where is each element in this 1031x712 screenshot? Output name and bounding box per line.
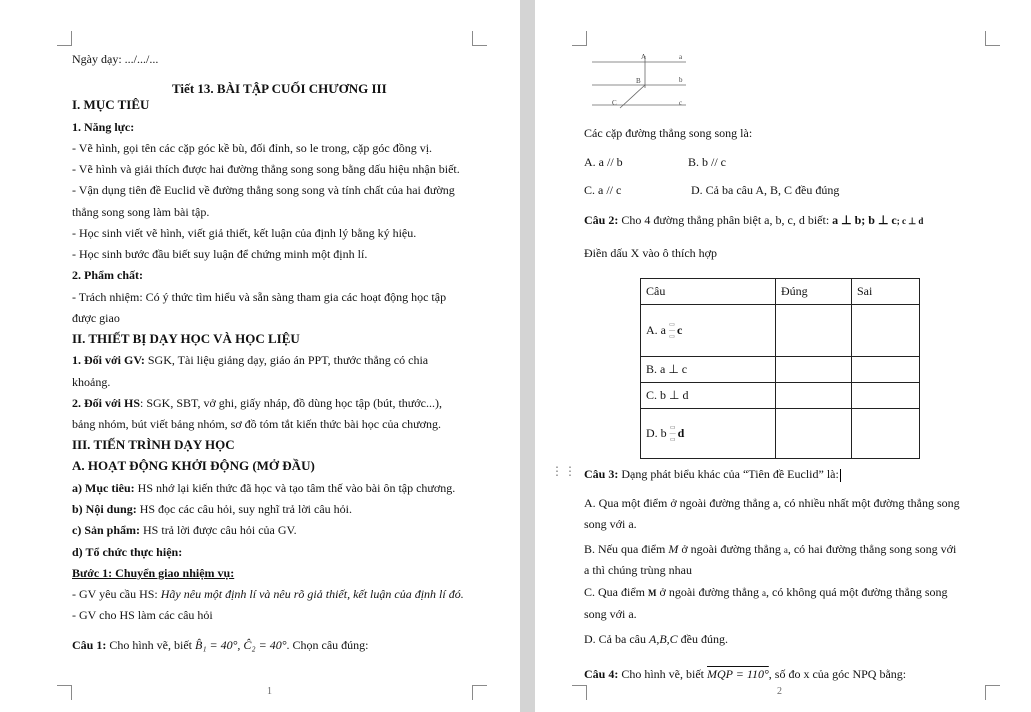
q4-text-end: , số đo x của góc NPQ bằng: — [768, 667, 907, 681]
label-C: C — [612, 99, 617, 107]
document-page-2 — [535, 0, 1031, 712]
lesson-title: Tiết 13. BÀI TẬP CUỐI CHƯƠNG III — [172, 81, 387, 96]
table-row-b-label: B. a ⊥ c — [641, 357, 776, 383]
placeholder-box-icon: ▭ ― ▭ — [669, 321, 675, 340]
q1-math: B̂₁ = 40°, Ĉ₂ = 40° — [195, 638, 287, 652]
label-a: a — [679, 53, 683, 61]
q1-text: Cho hình vẽ, biết — [106, 638, 196, 652]
table-cell-answer[interactable] — [776, 383, 852, 409]
option-b: B. b // c — [688, 155, 726, 169]
q3-label: Câu 3: — [584, 467, 619, 481]
paragraph-line — [72, 353, 428, 367]
option-line: A. Qua một điểm ở ngoài đường thẳng a, có nhiều nhất một đường thẳng song — [584, 496, 960, 510]
table-row-c-label: C. b ⊥ d — [641, 383, 776, 409]
paragraph-line: - Vẽ hình và giải thích được hai đường thẳng song song bằng dấu hiệu nhận biết. — [72, 162, 460, 176]
q4-math: MQP = 110° — [707, 667, 769, 681]
section-heading: A. HOẠT ĐỘNG KHỞI ĐỘNG (MỞ ĐẦU) — [72, 458, 315, 473]
paragraph-line: d) Tổ chức thực hiện: — [72, 545, 183, 559]
paragraph-line: Các cặp đường thẳng song song là: — [584, 126, 753, 140]
q2-text: Cho 4 đường thẳng phân biệt a, b, c, d biết: — [618, 213, 833, 227]
option-line — [584, 542, 956, 557]
table-header-sai: Sai — [852, 279, 920, 305]
row-a-rel: c — [677, 322, 683, 337]
crop-mark — [472, 685, 487, 700]
crop-mark — [572, 685, 587, 700]
q3c-text2: ở ngoài đường thẳng — [656, 585, 763, 599]
q3d-math: A,B,C — [648, 632, 678, 646]
question-3[interactable] — [584, 467, 841, 482]
paragraph-line: khoảng. — [72, 375, 111, 389]
question-1 — [72, 638, 369, 652]
table-row-a-label — [641, 305, 776, 357]
q2-label: Câu 2: — [584, 213, 619, 227]
table-row-d-label — [641, 409, 776, 459]
table-cell-answer[interactable] — [852, 357, 920, 383]
gv1-italic: Hãy nêu một định lí và nêu rõ giả thiết, kết luận của định lí đó. — [160, 587, 464, 601]
page-number: 2 — [777, 686, 782, 697]
row-d-text: D. b — [646, 425, 667, 440]
row-a-text: A. a — [646, 322, 666, 337]
text-a: HS nhớ lại kiến thức đã học và tạo tâm thế vào bài ôn tập chương. — [134, 481, 456, 495]
q1-label: Câu 1: — [72, 638, 107, 652]
row-d-rel: d — [677, 425, 685, 440]
parallel-lines-figure — [590, 50, 690, 110]
crop-mark — [472, 31, 487, 46]
paragraph-line: thẳng song song làm bài tập. — [72, 205, 210, 219]
crop-mark — [985, 31, 1000, 46]
option-line — [584, 632, 728, 646]
table-cell-answer[interactable] — [776, 305, 852, 357]
crop-mark — [57, 685, 72, 700]
table-cell-answer[interactable] — [852, 409, 920, 459]
q3b-text2: ở ngoài đường thẳng — [678, 542, 784, 556]
q3c-var-a: a — [762, 588, 767, 598]
label-B: B — [636, 77, 641, 85]
paragraph-line: được giao — [72, 311, 120, 325]
subsection-heading: 1. Năng lực: — [72, 120, 135, 134]
q3c-var-m: M — [648, 588, 657, 598]
gv-text: SGK, Tài liệu giảng dạy, giáo án PPT, thước thẳng có chia — [144, 353, 429, 367]
paragraph-line: Điền dấu X vào ô thích hợp — [584, 246, 717, 260]
option-line: song với a. — [584, 517, 637, 531]
page-number: 1 — [267, 686, 272, 697]
paragraph-line: - Vận dụng tiên đề Euclid về đường thẳng song song và tính chất của hai đường — [72, 183, 455, 197]
option-d: D. Cả ba câu A, B, C đều đúng — [691, 183, 840, 197]
text-b: HS đọc các câu hỏi, suy nghĩ trả lời câu hỏi. — [136, 502, 352, 516]
placeholder-box-icon: ▭ ― ▭ — [669, 424, 676, 443]
section-heading: II. THIẾT BỊ DẠY HỌC VÀ HỌC LIỆU — [72, 331, 300, 346]
q3c-text: C. Qua điểm — [584, 585, 648, 599]
step-heading: Bước 1: Chuyển giao nhiệm vụ: — [72, 566, 235, 580]
q3c-text3: , có không quá một đường thẳng song — [766, 585, 948, 599]
table-cell-answer[interactable] — [852, 383, 920, 409]
crop-mark — [985, 685, 1000, 700]
paragraph-line: - Trách nhiệm: Có ý thức tìm hiểu và sẵn sàng tham gia các hoạt động học tập — [72, 290, 447, 304]
gv1-text: - GV yêu cầu HS: — [72, 587, 161, 601]
paragraph-line: - GV cho HS làm các câu hỏi — [72, 608, 213, 622]
q3-text: Dạng phát biểu khác của “Tiên đề Euclid” là: — [618, 467, 839, 481]
table-header-dung: Đúng — [776, 279, 852, 305]
crop-mark — [57, 31, 72, 46]
q3d-text: D. Cả ba câu — [584, 632, 649, 646]
paragraph-line — [72, 587, 464, 601]
q4-text: Cho hình vẽ, biết — [618, 667, 708, 681]
option-line: song với a. — [584, 607, 637, 621]
paragraph-line — [72, 523, 297, 537]
hs-label: 2. Đối với HS — [72, 396, 140, 410]
label-b: b) Nội dung: — [72, 502, 137, 516]
paragraph-line: - Học sinh bước đầu biết suy luận để chứng minh một định lí. — [72, 247, 368, 261]
section-heading: I. MỤC TIÊU — [72, 97, 150, 112]
crop-mark — [572, 31, 587, 46]
table-cell-answer[interactable] — [776, 357, 852, 383]
q2-math: a ⊥ b; b ⊥ c — [832, 213, 897, 227]
q1-text-end: . Chọn câu đúng: — [286, 638, 369, 652]
label-b: b — [679, 76, 683, 84]
option-line: a thì chúng trùng nhau — [584, 563, 692, 577]
paragraph-line: bảng nhóm, bút viết bảng nhóm, sơ đồ tóm tắt kiến thức bài học của chương. — [72, 417, 441, 431]
question-2 — [584, 213, 923, 228]
paragraph-line: - Học sinh viết vẽ hình, viết giả thiết, kết luận của định lý bằng ký hiệu. — [72, 226, 417, 240]
hs-text: : SGK, SBT, vở ghi, giấy nháp, đồ dùng học tập (bút, thước...), — [140, 396, 442, 410]
label-A: A — [641, 53, 647, 61]
text-cursor — [840, 469, 841, 482]
q3d-text2: đều đúng. — [677, 632, 728, 646]
option-a: A. a // b — [584, 155, 623, 169]
date-line: Ngày dạy: .../.../... — [72, 52, 159, 66]
paragraph-line — [72, 502, 352, 516]
table-header-cau: Câu — [641, 279, 776, 305]
q3b-text3: , có hai đường thẳng song song với — [787, 542, 957, 556]
answer-table — [640, 278, 920, 459]
q2-math-small: ; c ⊥ d — [896, 216, 924, 226]
subsection-heading: 2. Phẩm chất: — [72, 268, 143, 282]
drag-handle-icon[interactable]: ⋮⋮ — [551, 464, 577, 478]
paragraph-line — [72, 396, 442, 410]
q3b-var-a: a — [783, 545, 788, 555]
table-cell-answer[interactable] — [852, 305, 920, 357]
question-4 — [584, 667, 906, 681]
option-line — [584, 585, 948, 600]
section-heading: III. TIẾN TRÌNH DẠY HỌC — [72, 437, 235, 452]
q3b-text: B. Nếu qua điểm — [584, 542, 669, 556]
q3b-var-m: M — [668, 542, 679, 556]
paragraph-line — [72, 481, 455, 495]
label-c: c — [679, 99, 683, 107]
transversal-line — [620, 85, 645, 108]
label-c: c) Sản phẩm: — [72, 523, 141, 537]
option-c: C. a // c — [584, 183, 622, 197]
paragraph-line: - Vẽ hình, gọi tên các cặp góc kề bù, đối đỉnh, so le trong, cặp góc đồng vị. — [72, 141, 433, 155]
label-a: a) Mục tiêu: — [72, 481, 135, 495]
table-cell-answer[interactable] — [776, 409, 852, 459]
text-c: HS trả lời được câu hỏi của GV. — [140, 523, 297, 537]
q4-label: Câu 4: — [584, 667, 619, 681]
gv-label: 1. Đối với GV: — [72, 353, 145, 367]
